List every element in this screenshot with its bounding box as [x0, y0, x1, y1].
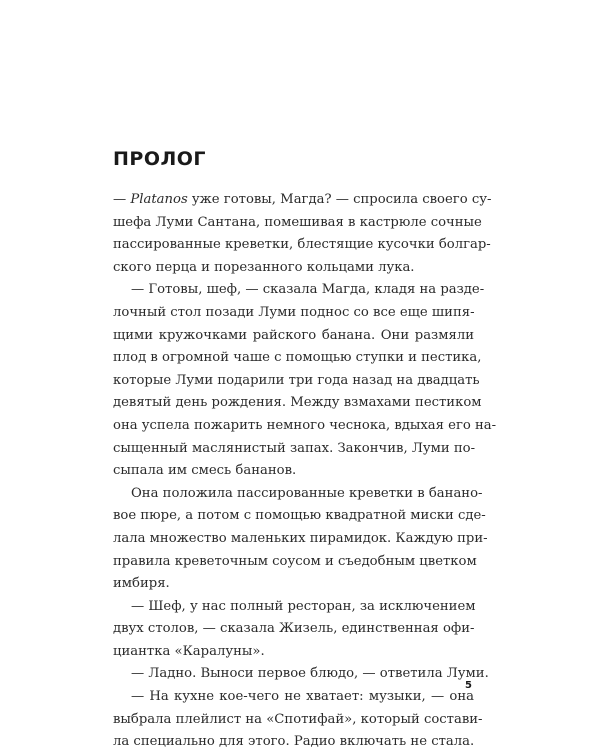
text-segment: плод в огромной чаше с помощью ступки и пестика, [113, 350, 482, 366]
text-segment: сыпала им смесь бананов. [113, 463, 297, 479]
text-line [113, 438, 474, 461]
text-segment: — На кухне кое-чего не хватает: музыки, — она [131, 689, 474, 705]
text-line [113, 257, 474, 280]
text-line [113, 731, 474, 754]
text-line [113, 596, 474, 619]
text-line [113, 415, 497, 438]
italic-word: Platanos [130, 192, 188, 207]
text-line [113, 370, 480, 393]
text-line [113, 663, 489, 686]
text-segment: имбиря. [113, 576, 170, 592]
text-segment: сыщенный маслянистый запах. Закончив, Луми по- [113, 440, 476, 456]
body-text [113, 189, 497, 754]
text-line [113, 302, 474, 325]
text-segment: которые Луми подарили три года назад на двадцать [113, 372, 480, 388]
text-line [113, 483, 483, 506]
text-segment: пассированные креветки, блестящие кусочки болгар- [113, 237, 491, 253]
text-segment: ла специально для этого. Радио включать не стала. [113, 734, 475, 750]
text-line [113, 325, 474, 348]
text-segment: Она положила пассированные креветки в бананo- [131, 485, 483, 501]
text-segment: — [113, 192, 131, 207]
text-segment: щими кружочками райского банана. Они размяли [113, 327, 474, 343]
text-segment: лочный стол позади Луми поднос со все еще шипя- [113, 304, 475, 320]
text-line [113, 528, 488, 551]
text-segment: уже готовы, Магда? — спросила своего су- [187, 192, 492, 207]
text-line [113, 505, 486, 528]
text-segment: лала множество маленьких пирамидок. Каждую при- [113, 530, 488, 546]
chapter-title: ПРОЛОГ [113, 148, 207, 170]
text-segment: шефа Луми Сантана, помешивая в кастрюле сочные [113, 214, 482, 230]
text-line [113, 460, 474, 483]
text-segment: выбрала плейлист на «Спотифай», который состави- [113, 711, 483, 727]
page-number: 5 [465, 680, 472, 691]
text-line [113, 189, 492, 212]
text-segment: двух столов, — сказала Жизель, единственная офи- [113, 621, 475, 637]
text-segment: — Шеф, у нас полный ресторан, за исключением [131, 598, 476, 614]
text-line [113, 551, 477, 574]
text-segment: вое пюре, а потом с помощью квадратной миски сде- [113, 508, 486, 524]
text-line [113, 709, 483, 732]
text-segment: ского перца и порезанного кольцами лука. [113, 259, 415, 275]
text-line [113, 686, 474, 709]
text-line [113, 234, 491, 257]
text-segment: — Готовы, шеф, — сказала Магда, кладя на разде- [131, 282, 485, 298]
text-line [113, 641, 474, 664]
text-line [113, 392, 482, 415]
text-segment: она успела пожарить немного чеснока, вдыхая его на- [113, 417, 497, 433]
text-segment: девятый день рождения. Между взмахами пестиком [113, 395, 482, 411]
text-segment: — Ладно. Выноси первое блюдо, — ответила Луми. [131, 666, 489, 682]
text-line [113, 279, 485, 302]
text-line [113, 347, 482, 370]
text-line [113, 618, 474, 641]
text-line [113, 573, 474, 596]
text-segment: правила креветочным соусом и съедобным цветком [113, 553, 477, 569]
text-line [113, 212, 482, 235]
text-segment: циантка «Каралуны». [113, 643, 265, 659]
